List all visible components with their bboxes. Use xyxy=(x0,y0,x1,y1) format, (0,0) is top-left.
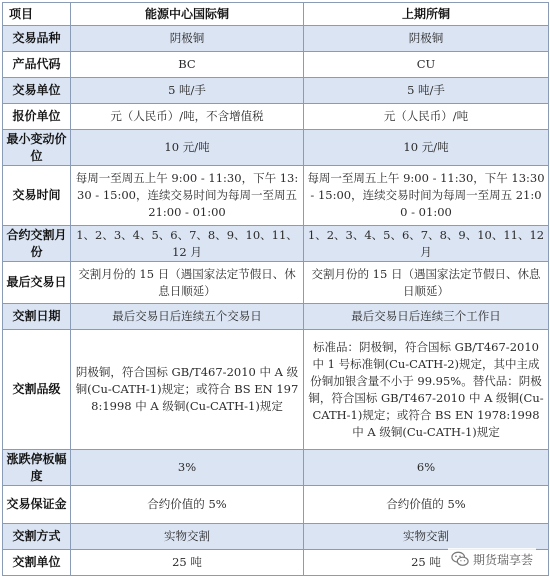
table-row xyxy=(3,262,549,304)
bc-value: 1、2、3、4、5、6、7、8、9、10、11、12 月 xyxy=(71,226,304,262)
wechat-icon xyxy=(451,550,469,568)
bc-value: 每周一至周五上午 9:00 - 11:30，下午 13:30 - 15:00，连续交易时间为每周一至周五 21:00 - 01:00 xyxy=(71,166,304,226)
header-item: 项目 xyxy=(3,3,71,26)
bc-value: 10 元/吨 xyxy=(71,130,304,166)
table-row xyxy=(3,26,549,52)
table-row xyxy=(3,130,549,166)
row-label: 涨跌停板幅度 xyxy=(3,450,71,486)
cu-value: 标准品：阴极铜，符合国标 GB/T467-2010 中 1 号标准铜(Cu-CATH-2)规定，其中主成份铜加银含量不小于 99.95%。替代品：阴极铜，符合国标 GB/T467-2010 中 A 级铜(Cu-CATH-1)规定；或符合 BS EN 1978:1998 中 A 级铜(Cu-CATH-1)规定 xyxy=(304,330,549,450)
row-label: 交割方式 xyxy=(3,524,71,550)
bc-value: 阴极铜，符合国标 GB/T467-2010 中 A 级铜(Cu-CATH-1)规定；或符合 BS EN 1978:1998 中 A 级铜(Cu-CATH-1)规定 xyxy=(71,330,304,450)
table-row xyxy=(3,450,549,486)
cu-value: 10 元/吨 xyxy=(304,130,549,166)
row-label: 交割品级 xyxy=(3,330,71,450)
cu-value: CU xyxy=(304,52,549,78)
row-label: 交割日期 xyxy=(3,304,71,330)
cu-value: 25 吨 xyxy=(304,550,549,576)
row-label: 报价单位 xyxy=(3,104,71,130)
bc-value: 实物交割 xyxy=(71,524,304,550)
table-row xyxy=(3,166,549,226)
bc-value: 25 吨 xyxy=(71,550,304,576)
bc-value: 5 吨/手 xyxy=(71,78,304,104)
bc-value: 元（人民币）/吨，不含增值税 xyxy=(71,104,304,130)
table-row xyxy=(3,78,549,104)
bc-value: 合约价值的 5% xyxy=(71,486,304,524)
cu-value: 最后交易日后连续三个工作日 xyxy=(304,304,549,330)
cu-value: 阴极铜 xyxy=(304,26,549,52)
cu-value: 实物交割 xyxy=(304,524,549,550)
cu-value: 6% xyxy=(304,450,549,486)
row-label: 交割单位 xyxy=(3,550,71,576)
bc-value: 交割月份的 15 日（遇国家法定节假日、休息日顺延） xyxy=(71,262,304,304)
row-label: 交易时间 xyxy=(3,166,71,226)
cu-value: 每周一至周五上午 9:00 - 11:30，下午 13:30 - 15:00，连续交易时间为每周一至周五 21:00 - 01:00 xyxy=(304,166,549,226)
table-row xyxy=(3,226,549,262)
row-label: 交易保证金 xyxy=(3,486,71,524)
row-label: 最小变动价位 xyxy=(3,130,71,166)
table-row xyxy=(3,524,549,550)
table-row xyxy=(3,52,549,78)
cu-value: 5 吨/手 xyxy=(304,78,549,104)
cu-value: 交割月份的 15 日（遇国家法定节假日、休息日顺延） xyxy=(304,262,549,304)
table-row xyxy=(3,304,549,330)
row-label: 产品代码 xyxy=(3,52,71,78)
watermark xyxy=(448,548,536,570)
table-row xyxy=(3,104,549,130)
cu-value: 1、2、3、4、5、6、7、8、9、10、11、12 月 xyxy=(304,226,549,262)
copper-contract-comparison-table xyxy=(2,2,549,576)
header-bc: 能源中心国际铜 xyxy=(71,3,304,26)
row-label: 交易品种 xyxy=(3,26,71,52)
bc-value: BC xyxy=(71,52,304,78)
cu-value: 合约价值的 5% xyxy=(304,486,549,524)
header-row xyxy=(3,3,549,26)
watermark-text: 期货瑞享荟 xyxy=(472,552,533,567)
row-label: 最后交易日 xyxy=(3,262,71,304)
bc-value: 阴极铜 xyxy=(71,26,304,52)
cu-value: 元（人民币）/吨 xyxy=(304,104,549,130)
table-row xyxy=(3,330,549,450)
row-label: 交易单位 xyxy=(3,78,71,104)
table-row xyxy=(3,486,549,524)
header-cu: 上期所铜 xyxy=(304,3,549,26)
bc-value: 最后交易日后连续五个交易日 xyxy=(71,304,304,330)
row-label: 合约交割月份 xyxy=(3,226,71,262)
bc-value: 3% xyxy=(71,450,304,486)
